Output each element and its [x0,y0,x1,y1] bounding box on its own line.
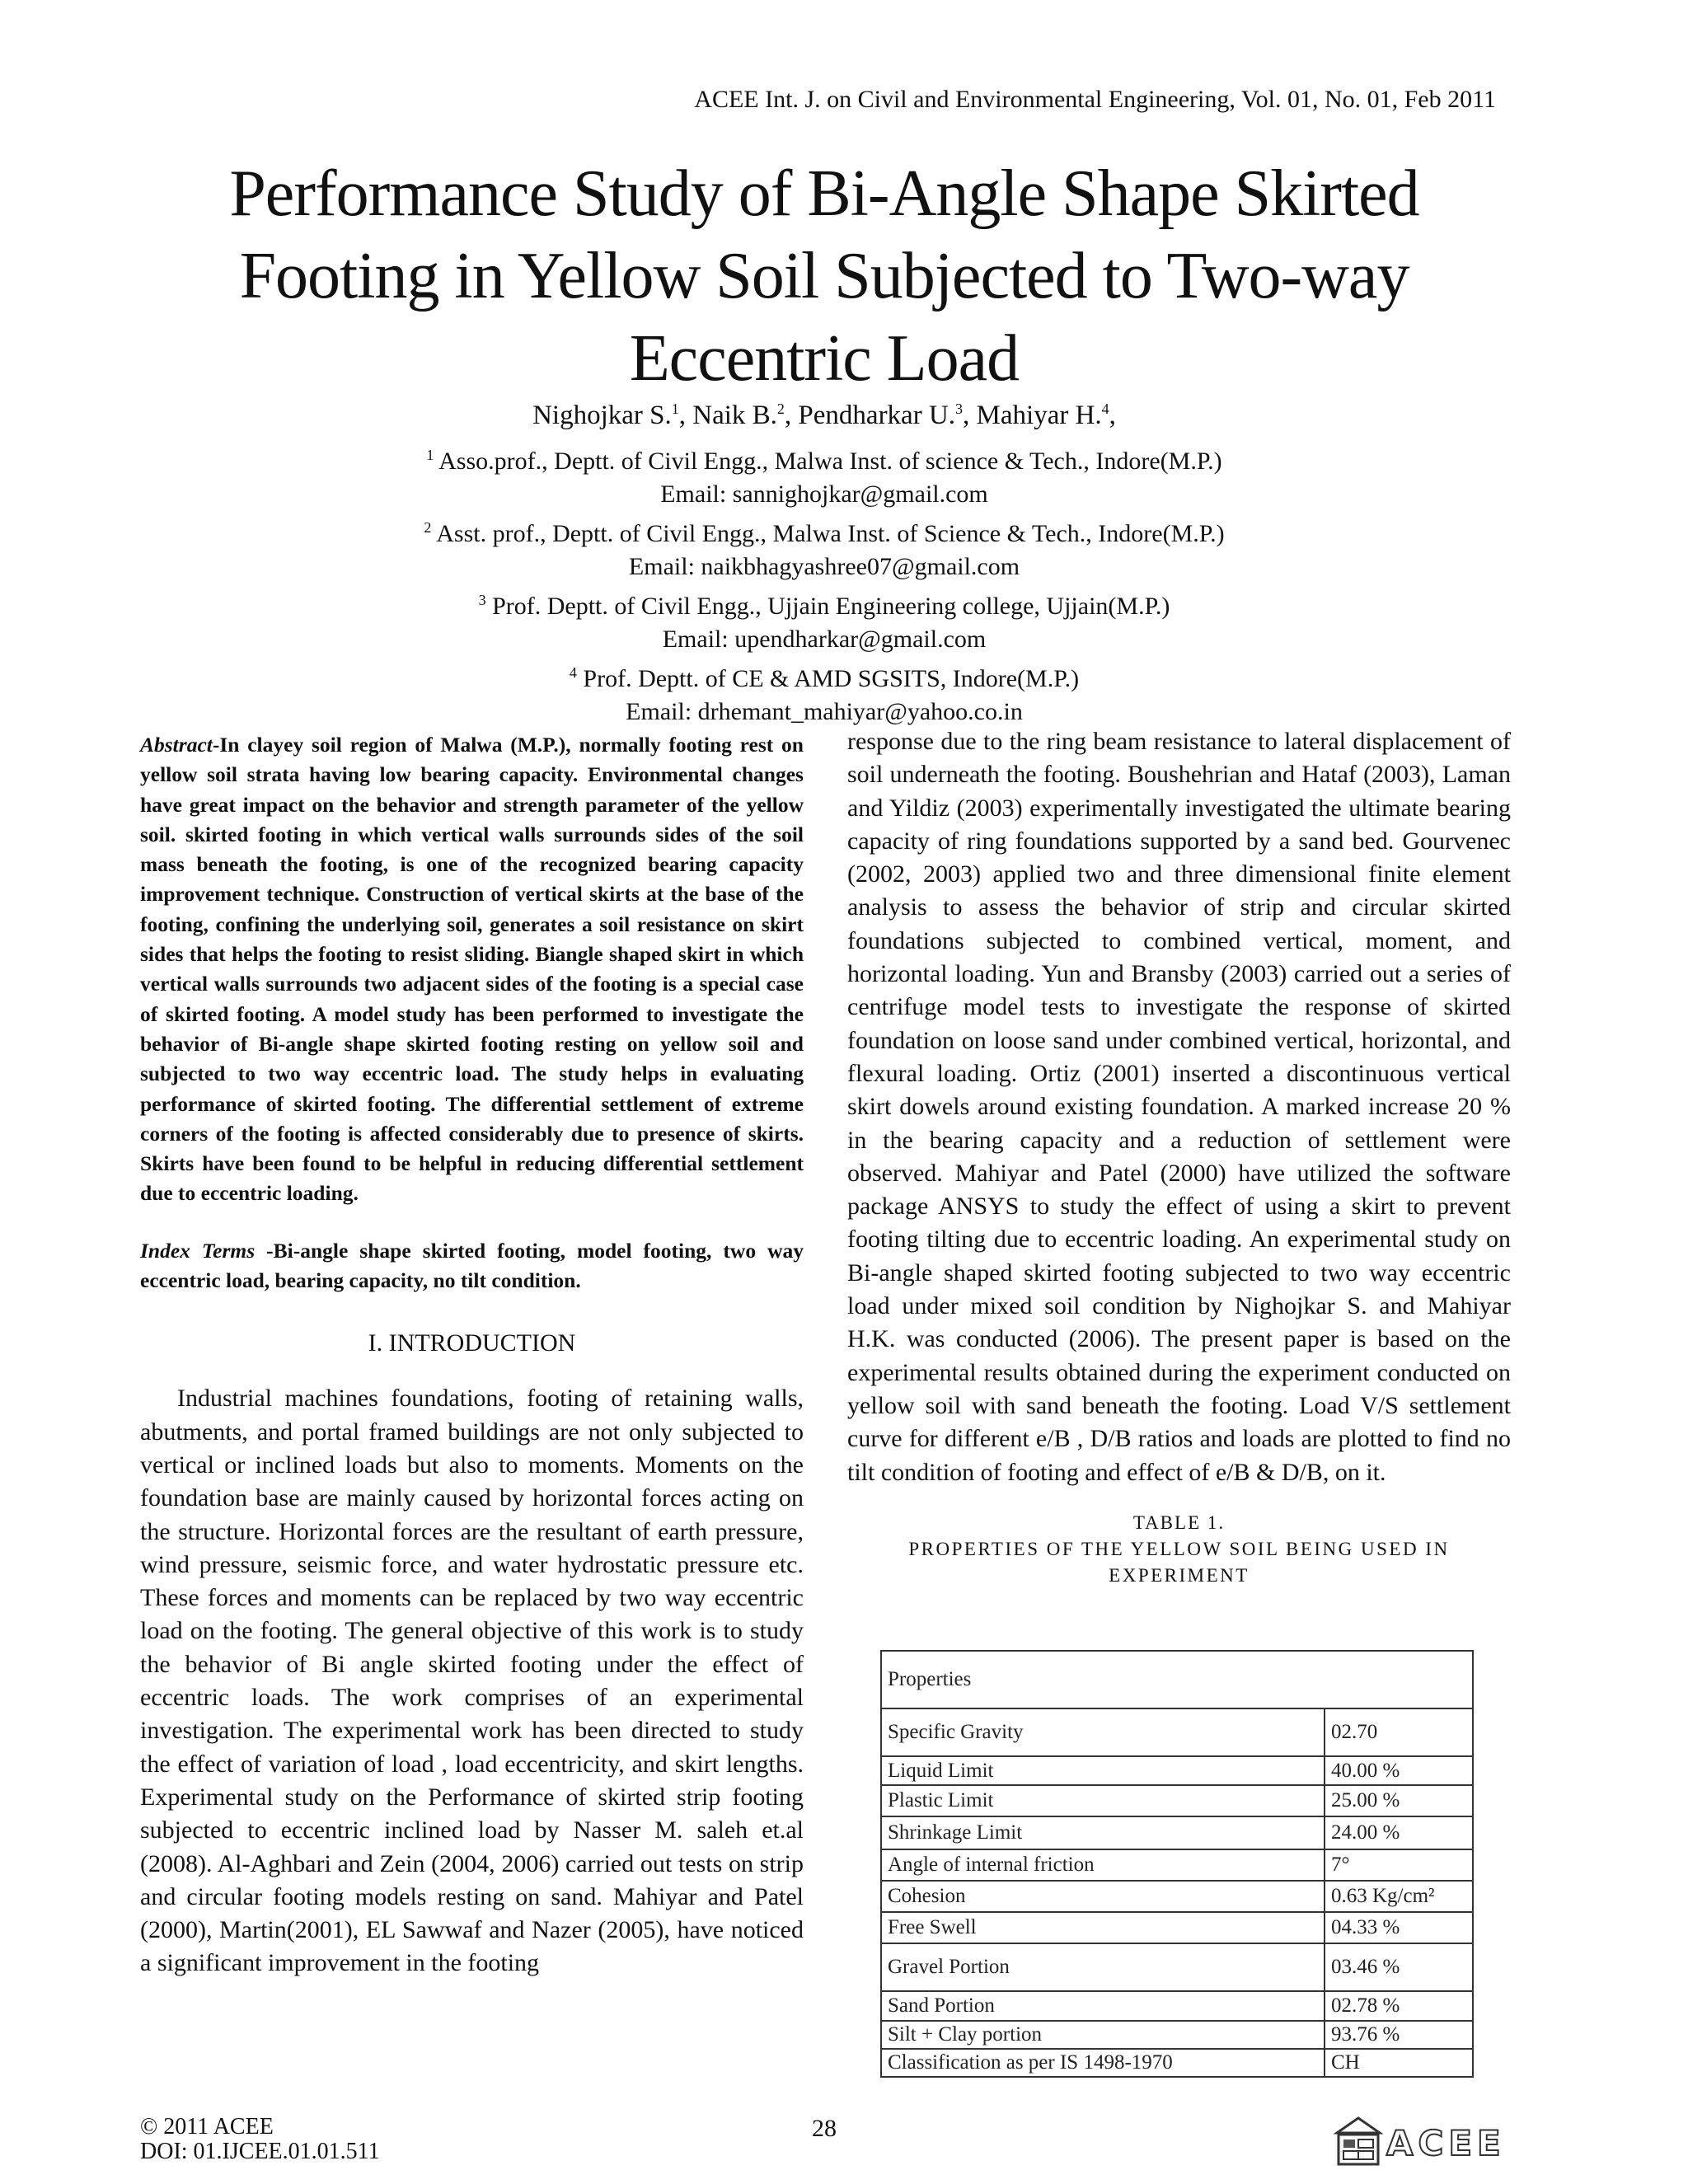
table-header-cell: Properties [881,1651,1473,1708]
title-line: Footing in Yellow Soil Subjected to Two-way [239,240,1409,312]
table-row [881,1708,1473,1756]
author-sup: 2 [776,401,785,417]
doi: DOI: 01.IJCEE.01.01.511 [140,2139,380,2164]
value-cell: 24.00 % [1325,1816,1473,1849]
property-cell: Classification as per IS 1498-1970 [881,2049,1325,2077]
table-row [881,1816,1473,1849]
table-caption-line: PROPERTIES OF THE YELLOW SOIL BEING USED IN [908,1538,1450,1559]
property-cell: Liquid Limit [881,1756,1325,1785]
copyright: © 2011 ACEE [140,2114,274,2139]
value-cell: 04.33 % [1325,1912,1473,1943]
abstract-text: -In clayey soil region of Malwa (M.P.), normally footing rest on yellow soil strata having low bearing capacity. Environmental changes have great impact on the behavior and strength parameter of the yellow soil. skirted footing in which vertical walls surrounds sides of the soil mass beneath the footing, is one of the recognized bearing capacity improvement technique. Construction of vertical skirts at the base of the footing, confining the underlying soil, generates a soil resistance on skirt sides that helps the footing to resist sliding. Biangle shaped skirt in which vertical walls surrounds two adjacent sides of the footing is a special case of skirted footing. A model study has been performed to investigate the behavior of Bi-angle shape skirted footing resting on yellow soil and subjected to two way eccentric load. The study helps in evaluating performance of skirted footing. The differential settlement of extreme corners of the footing is affected considerably due to presence of skirts. Skirts have been found to be helpful in reducing differential settlement due to eccentric loading. [140,733,804,1206]
index-terms-text: -Bi-angle shape skirted footing, model footing, two way eccentric load, bearing capacity, no tilt condition. [140,1238,804,1293]
author-list [0,401,1648,431]
running-head: ACEE Int. J. on Civil and Environmental Engineering, Vol. 01, No. 01, Feb 2011 [694,86,1496,113]
value-cell: 25.00 % [1325,1785,1473,1816]
table-caption-line: EXPERIMENT [1109,1564,1250,1586]
footer-left [140,2115,380,2164]
acee-logo-text: ACEE [1386,2123,1506,2163]
table-row [881,2049,1473,2077]
author-name: Nighojkar S. [532,401,672,430]
property-cell: Free Swell [881,1912,1325,1943]
title-line: Performance Study of Bi-Angle Shape Skirted [229,157,1419,230]
table-row [881,2021,1473,2049]
property-cell: Angle of internal friction [881,1849,1325,1881]
value-cell: 0.63 Kg/cm² [1325,1881,1473,1912]
table-row [881,1881,1473,1912]
value-cell: 7° [1325,1849,1473,1881]
author-name: , Naik B. [678,401,777,430]
author-name: , Mahiyar H. [963,401,1102,430]
affiliation-sup: 1 [426,447,434,463]
table-row [881,1991,1473,2021]
value-cell: 93.76 % [1325,2021,1473,2049]
title-line: Eccentric Load [629,322,1020,395]
acee-logo-icon [1334,2116,1383,2168]
affiliation-email: Email: naikbhagyashree07@gmail.com [628,553,1020,580]
table-row [881,1943,1473,1991]
value-cell: 40.00 % [1325,1756,1473,1785]
soil-properties-table [880,1650,1474,2078]
affiliation-text: Asso.prof., Deptt. of Civil Engg., Malwa Inst. of science & Tech., Indore(M.P.) [434,448,1222,475]
property-cell: Plastic Limit [881,1785,1325,1816]
table-row [881,1849,1473,1881]
value-cell: CH [1325,2049,1473,2077]
affiliation [0,583,1648,623]
right-column [847,725,1511,1589]
author-name: , Pendharkar U. [784,401,956,430]
property-cell: Silt + Clay portion [881,2021,1325,2049]
affiliation-text: Prof. Deptt. of CE & AMD SGSITS, Indore(M.P.) [576,665,1080,692]
acee-logo [1334,2116,1507,2168]
affiliation-email: Email: drhemant_mahiyar@yahoo.co.in [626,698,1023,725]
page-number: 28 [812,2115,837,2142]
table-row [881,1785,1473,1816]
affiliation [0,656,1648,696]
table-row [881,1912,1473,1943]
abstract [140,730,804,1209]
author-sup: 4 [1101,401,1109,417]
value-cell: 03.46 % [1325,1943,1473,1991]
author-sup: 1 [671,401,679,417]
paper-title [190,152,1459,400]
table-caption-line: TABLE 1. [1132,1511,1226,1533]
abstract-lead: Abstract [140,733,213,757]
value-cell: 02.70 [1325,1708,1473,1756]
intro-paragraph: Industrial machines foundations, footing of retaining walls, abutments, and portal framed buildings are not only subjected to vertical or inclined loads but also to moments. Moments on the foundation base are mainly caused by horizontal forces acting on the structure. Horizontal forces are the resultant of earth pressure, wind pressure, seismic force, and water hydrostatic pressure etc. These forces and moments can be replaced by two way eccentric load on the footing. The general objective of this work is to study the behavior of Bi angle skirted footing under the effect of eccentric loads. The work comprises of an experimental investigation. The experimental work has been directed to study the effect of variation of load , load eccentricity, and skirt lengths. Experimental study on the Performance of skirted strip footing subjected to eccentric inclined load by Nasser M. saleh et.al (2008). Al-Aghbari and Zein (2004, 2006) carried out tests on strip and circular footing models resting on sand. Mahiyar and Patel (2000), Martin(2001), EL Sawwaf and Nazer (2005), have noticed a significant improvement in the footing [140,1385,804,1977]
property-cell: Specific Gravity [881,1708,1325,1756]
property-cell: Cohesion [881,1881,1325,1912]
property-cell: Shrinkage Limit [881,1816,1325,1849]
affiliation-sup: 4 [569,664,577,681]
value-cell: 02.78 % [1325,1991,1473,2021]
section-heading: I. INTRODUCTION [368,1329,576,1357]
affiliations [0,438,1648,729]
index-terms [140,1236,804,1296]
affiliation-email: Email: upendharkar@gmail.com [662,626,987,653]
author-punct: , [1109,401,1116,430]
property-cell: Sand Portion [881,1991,1325,2021]
affiliation [0,438,1648,478]
table-row [881,1756,1473,1785]
affiliation-text: Asst. prof., Deptt. of Civil Engg., Malwa Inst. of Science & Tech., Indore(M.P.) [431,520,1225,547]
affiliation-sup: 2 [424,519,432,536]
table-caption [847,1510,1511,1589]
affiliation-sup: 3 [478,592,486,608]
author-sup: 3 [955,401,964,417]
affiliation-text: Prof. Deptt. of Civil Engg., Ujjain Engineering college, Ujjain(M.P.) [485,593,1170,620]
affiliation [0,511,1648,551]
affiliation-email: Email: sannighojkar@gmail.com [660,480,988,508]
property-cell: Gravel Portion [881,1943,1325,1991]
intro-paragraph-continued: response due to the ring beam resistance to lateral displacement of soil underneath the footing. Boushehrian and Hataf (2003), Laman and Yildiz (2003) experimentally investigated the ultimate bearing capacity of ring foundations supported by a sand bed. Gourvenec (2002, 2003) applied two and three dimensional finite element analysis to assess the behavior of strip and circular skirted foundations subjected to combined vertical, moment, and horizontal loading. Yun and Bransby (2003) carried out a series of centrifuge model tests to investigate the response of skirted foundation on loose sand under combined vertical, horizontal, and flexural loading. Ortiz (2001) inserted a discontinuous vertical skirt dowels around existing foundation. A marked increase 20 % in the bearing capacity and a reduction of settlement were observed. Mahiyar and Patel (2000) have utilized the software package ANSYS to study the effect of using a skirt to prevent footing tilting due to eccentric loading. An experimental study on Bi-angle shaped skirted footing subjected to two way eccentric load under mixed soil condition by Nighojkar S. and Mahiyar H.K. was conducted (2006). The present paper is based on the experimental results obtained during the experiment conducted on yellow soil with sand beneath the footing. Load V/S settlement curve for different e/B , D/B ratios and loads are plotted to find no tilt condition of footing and effect of e/B & D/B, on it. [847,728,1511,1486]
index-terms-lead: Index Terms [140,1238,256,1263]
table-header-row [881,1651,1473,1708]
left-column [140,730,804,1980]
